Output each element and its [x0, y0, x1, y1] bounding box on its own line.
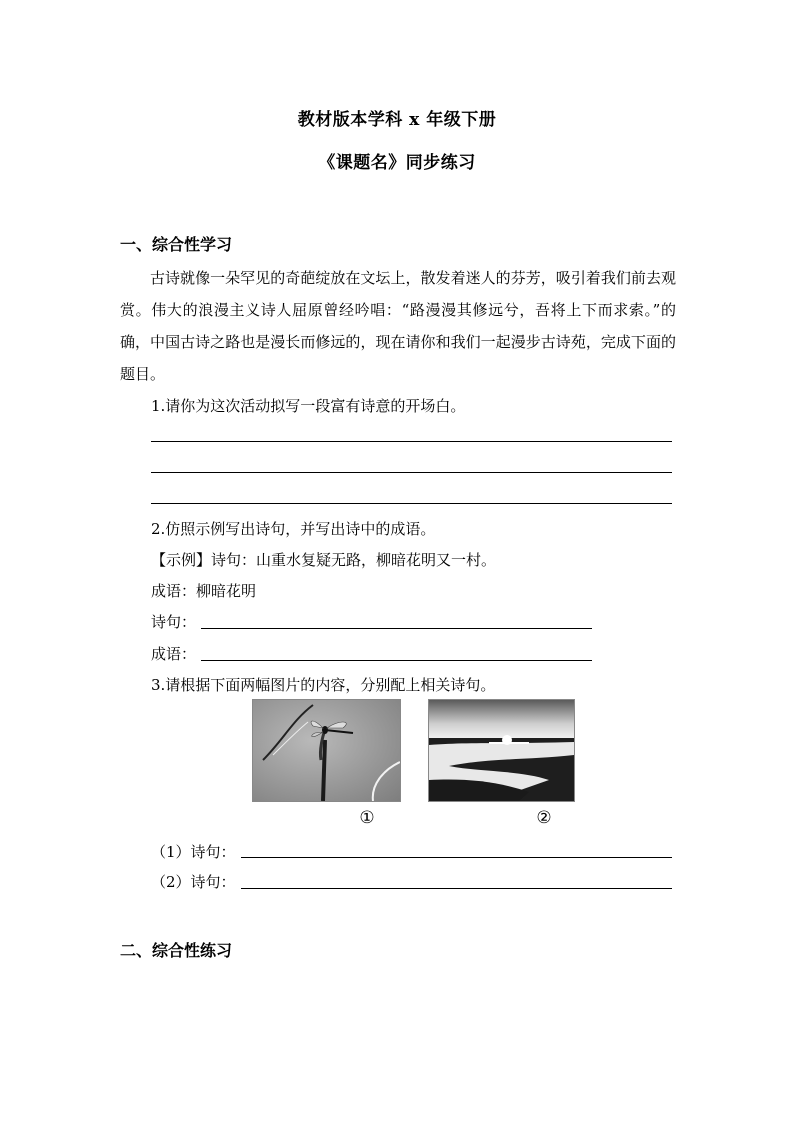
section-heading-2: 二、综合性练习 — [120, 941, 233, 960]
picture-1-caption: ① — [359, 808, 375, 828]
picture-2-caption: ② — [536, 808, 552, 828]
answer-1-label: （1）诗句： — [151, 843, 236, 861]
answer-line[interactable] — [151, 503, 672, 504]
example-text: 【示例】诗句：山重水复疑无路，柳暗花明又一村。 — [151, 551, 497, 569]
dragonfly-on-reed-photo — [252, 699, 401, 802]
intro-paragraph: 古诗就像一朵罕见的奇葩绽放在文坛上，散发着迷人的芬芳，吸引着我们前去观赏。伟大的浪漫主义诗人屈原曾经吟唱：“路漫漫其修远兮，吾将上下而求索。”的确，中国古诗之路也是漫长而修远的，现在请你和我们一起漫步古诗苑，完成下面的题目。 — [120, 269, 676, 383]
answer-2-label: （2）诗句： — [151, 873, 236, 891]
section-heading-1: 一、综合性学习 — [120, 235, 233, 254]
idiom-label: 成语： — [151, 645, 197, 663]
idiom-answer-line[interactable] — [201, 660, 592, 661]
page-title: 教材版本学科 x 年级下册 — [297, 110, 497, 130]
answer-line[interactable] — [151, 441, 672, 442]
question-3: 3.请根据下面两幅图片的内容，分别配上相关诗句。 — [151, 676, 496, 694]
poem-label: 诗句： — [151, 613, 197, 631]
page-subtitle: 《课题名》同步练习 — [318, 153, 476, 173]
answer-line[interactable] — [151, 472, 672, 473]
answer-2-line[interactable] — [241, 888, 672, 889]
sunset-river-photo — [428, 699, 575, 802]
poem-answer-line[interactable] — [201, 628, 592, 629]
question-2: 2.仿照示例写出诗句，并写出诗中的成语。 — [151, 520, 436, 538]
question-1: 1.请你为这次活动拟写一段富有诗意的开场白。 — [151, 397, 466, 415]
answer-1-line[interactable] — [241, 857, 672, 858]
example-idiom: 成语：柳暗花明 — [151, 582, 257, 600]
